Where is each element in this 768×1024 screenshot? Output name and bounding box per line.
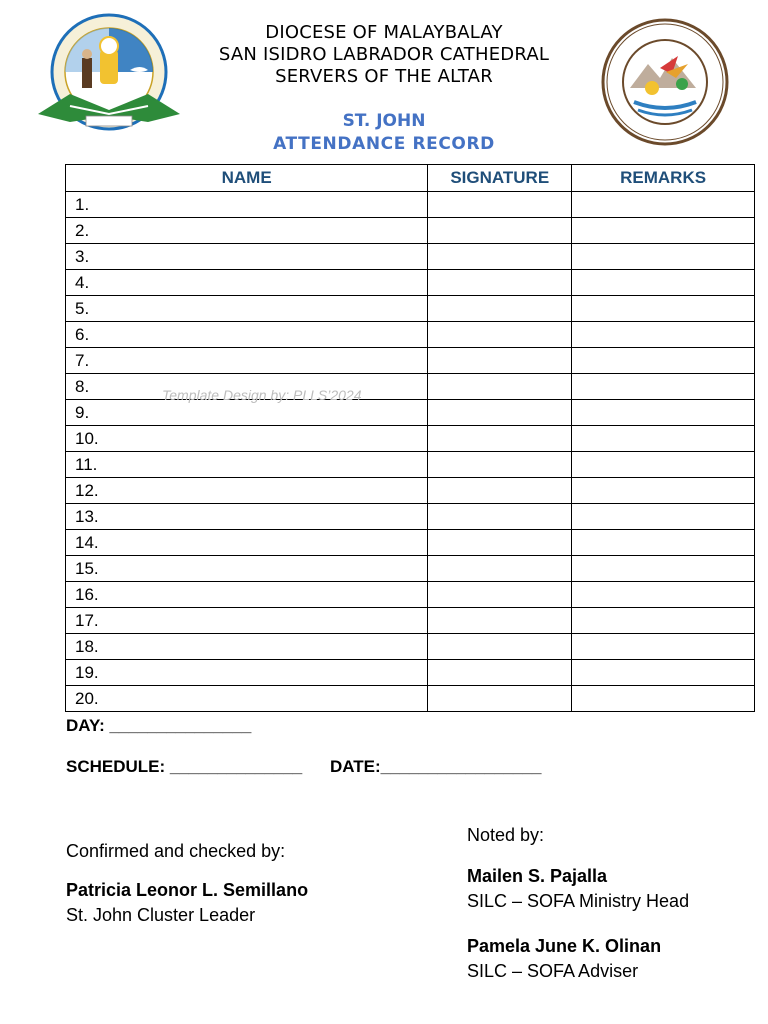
table-row (66, 426, 755, 452)
row-signature-cell[interactable] (428, 426, 572, 452)
row-remarks-cell[interactable] (572, 296, 755, 322)
confirmed-role: St. John Cluster Leader (66, 905, 256, 925)
row-name-cell[interactable]: 14. (66, 530, 428, 556)
confirmed-label: Confirmed and checked by: (66, 841, 286, 861)
organization-name: SERVERS OF THE ALTAR (275, 66, 493, 87)
schedule-field: SCHEDULE: ______________ (66, 757, 303, 776)
row-name-cell[interactable]: 5. (66, 296, 428, 322)
table-row (66, 686, 755, 712)
row-remarks-cell[interactable] (572, 192, 755, 218)
row-signature-cell[interactable] (428, 192, 572, 218)
row-remarks-cell[interactable] (572, 426, 755, 452)
template-watermark: Template Design by: PLLS’2024 (162, 387, 362, 403)
row-signature-cell[interactable] (428, 556, 572, 582)
table-row (66, 608, 755, 634)
noted-role-1: SILC – SOFA Ministry Head (467, 891, 690, 911)
diocese-name: DIOCESE OF MALAYBALAY (265, 22, 503, 43)
row-signature-cell[interactable] (428, 686, 572, 712)
row-signature-cell[interactable] (428, 270, 572, 296)
row-remarks-cell[interactable] (572, 452, 755, 478)
table-row (66, 452, 755, 478)
row-name-cell[interactable]: 9. (66, 400, 428, 426)
row-name-cell[interactable]: 7. (66, 348, 428, 374)
noted-name-1: Mailen S. Pajalla (467, 866, 608, 886)
row-remarks-cell[interactable] (572, 374, 755, 400)
row-signature-cell[interactable] (428, 322, 572, 348)
table-row (66, 530, 755, 556)
document-title (0, 110, 768, 156)
row-remarks-cell[interactable] (572, 582, 755, 608)
row-name-cell[interactable]: 3. (66, 244, 428, 270)
table-row (66, 244, 755, 270)
row-remarks-cell[interactable] (572, 348, 755, 374)
row-remarks-cell[interactable] (572, 244, 755, 270)
record-title: ATTENDANCE RECORD (273, 134, 495, 154)
row-signature-cell[interactable] (428, 452, 572, 478)
row-remarks-cell[interactable] (572, 400, 755, 426)
row-signature-cell[interactable] (428, 530, 572, 556)
row-name-cell[interactable]: 4. (66, 270, 428, 296)
table-row (66, 634, 755, 660)
attendance-table (65, 164, 755, 712)
table-row (66, 270, 755, 296)
row-name-cell[interactable]: 17. (66, 608, 428, 634)
row-signature-cell[interactable] (428, 504, 572, 530)
row-name-cell[interactable]: 8. (66, 374, 428, 400)
row-name-cell[interactable]: 12. (66, 478, 428, 504)
noted-block (467, 823, 689, 984)
table-row (66, 192, 755, 218)
table-row (66, 218, 755, 244)
noted-name-2: Pamela June K. Olinan (467, 936, 662, 956)
row-signature-cell[interactable] (428, 634, 572, 660)
row-remarks-cell[interactable] (572, 322, 755, 348)
table-row (66, 348, 755, 374)
column-remarks: REMARKS (572, 165, 755, 192)
row-signature-cell[interactable] (428, 582, 572, 608)
noted-label: Noted by: (467, 825, 545, 845)
row-name-cell[interactable]: 11. (66, 452, 428, 478)
cathedral-name: SAN ISIDRO LABRADOR CATHEDRAL (218, 44, 550, 65)
row-signature-cell[interactable] (428, 218, 572, 244)
column-signature: SIGNATURE (428, 165, 572, 192)
day-field: DAY: _______________ (66, 716, 252, 735)
row-signature-cell[interactable] (428, 244, 572, 270)
row-name-cell[interactable]: 19. (66, 660, 428, 686)
row-name-cell[interactable]: 20. (66, 686, 428, 712)
table-row (66, 660, 755, 686)
date-field: DATE:_________________ (330, 757, 542, 776)
noted-role-2: SILC – SOFA Adviser (467, 961, 639, 981)
row-signature-cell[interactable] (428, 348, 572, 374)
row-name-cell[interactable]: 10. (66, 426, 428, 452)
table-row (66, 296, 755, 322)
row-remarks-cell[interactable] (572, 556, 755, 582)
row-remarks-cell[interactable] (572, 686, 755, 712)
row-name-cell[interactable]: 2. (66, 218, 428, 244)
table-header-row (66, 165, 755, 192)
row-remarks-cell[interactable] (572, 504, 755, 530)
column-name: NAME (66, 165, 428, 192)
row-remarks-cell[interactable] (572, 530, 755, 556)
table-row (66, 478, 755, 504)
row-signature-cell[interactable] (428, 400, 572, 426)
row-remarks-cell[interactable] (572, 660, 755, 686)
row-remarks-cell[interactable] (572, 608, 755, 634)
row-name-cell[interactable]: 13. (66, 504, 428, 530)
row-remarks-cell[interactable] (572, 270, 755, 296)
row-name-cell[interactable]: 18. (66, 634, 428, 660)
row-remarks-cell[interactable] (572, 218, 755, 244)
document-header (0, 22, 768, 88)
row-remarks-cell[interactable] (572, 478, 755, 504)
table-row (66, 400, 755, 426)
row-signature-cell[interactable] (428, 660, 572, 686)
cluster-title: ST. JOHN (342, 111, 426, 131)
confirmed-block (66, 839, 308, 928)
row-signature-cell[interactable] (428, 608, 572, 634)
table-row (66, 322, 755, 348)
row-signature-cell[interactable] (428, 374, 572, 400)
confirmed-name: Patricia Leonor L. Semillano (66, 880, 309, 900)
row-signature-cell[interactable] (428, 478, 572, 504)
row-name-cell[interactable]: 6. (66, 322, 428, 348)
table-row (66, 556, 755, 582)
table-row (66, 504, 755, 530)
row-name-cell[interactable]: 15. (66, 556, 428, 582)
row-name-cell[interactable]: 16. (66, 582, 428, 608)
table-row (66, 582, 755, 608)
row-remarks-cell[interactable] (572, 634, 755, 660)
row-signature-cell[interactable] (428, 296, 572, 322)
row-name-cell[interactable]: 1. (66, 192, 428, 218)
